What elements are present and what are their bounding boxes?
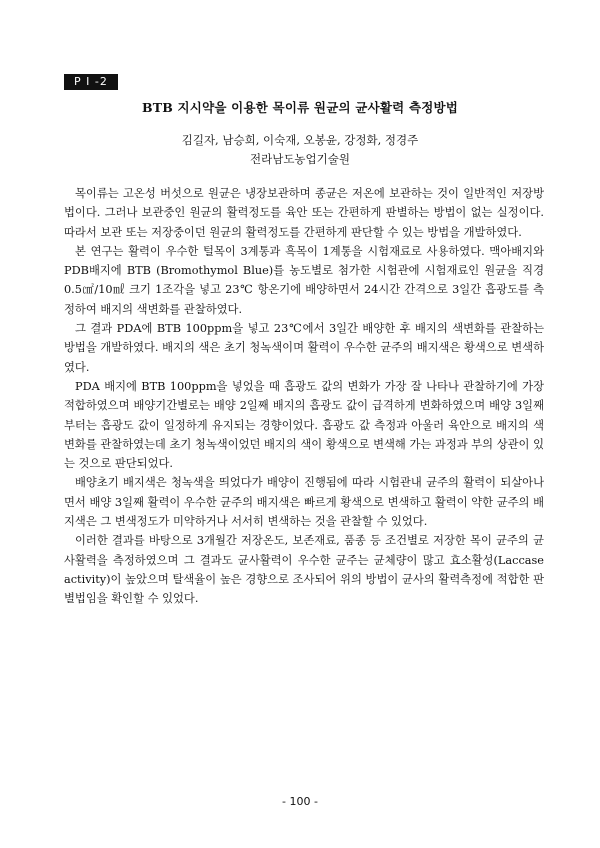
abstract-body xyxy=(64,184,544,609)
paragraph: 본 연구는 활력이 우수한 털목이 3계통과 흑목이 1계통을 시험재료로 사용하였다. 맥아배지와 PDB배지에 BTB (Bromothymol Blue)를 농도별로 첨가한 시험관에 시험재료인 원균을 직경 0.5㎠/10㎖ 크기 1조각을 넣고 23℃ 항온기에 배양하면서 24시간 간격으로 3일간 흡광도를 측정하여 배지의 색변화를 관찰하였다. xyxy=(64,244,544,316)
page-number: - 100 - xyxy=(282,795,318,808)
affiliation: 전라남도농업기술원 xyxy=(250,152,350,166)
paragraph: PDA 배지에 BTB 100ppm을 넣었을 때 흡광도 값의 변화가 가장 잘 나타나 관찰하기에 가장 적합하였으며 배양기간별로는 배양 2일째 배지의 흡광도 값이 급격하게 변화하였으며 배양 3일째부터는 흡광도 값이 일정하게 유지되는 경향이었다. 흡광도 값 측정과 아울러 육안으로 배지의 색변화를 관찰하였는데 초기 청녹색이었던 배지의 색이 황색으로 변색해 가는 과정과 부의 상관이 있는 것으로 판단되었다. xyxy=(64,379,544,471)
paragraph: 목이류는 고온성 버섯으로 원균은 냉장보관하며 종균은 저온에 보관하는 것이 일반적인 저장방법이다. 그러나 보관중인 원균의 활력정도를 육안 또는 간편하게 판별하는 방법이 없는 실정이다. 따라서 보관 또는 저장중이던 원균의 활력정도를 간편하게 판단할 수 있는 방법을 개발하였다. xyxy=(64,187,544,239)
author-list: 김길자, 남승희, 이숙재, 오봉윤, 강정화, 정경주 xyxy=(181,133,419,147)
paper-title: BTB 지시약을 이용한 목이류 원균의 균사활력 측정방법 xyxy=(141,100,459,115)
paragraph: 배양초기 배지색은 청녹색을 띄었다가 배양이 진행됨에 따라 시험관내 균주의 활력이 되살아나면서 배양 3일째 활력이 우수한 균주의 배지색은 빠르게 황색으로 변색하고 활력이 약한 균주의 배지색은 그 변색정도가 미약하거나 서서히 변색하는 것을 관찰할 수 있었다. xyxy=(64,476,544,529)
paragraph: 그 결과 PDA에 BTB 100ppm을 넣고 23℃에서 3일간 배양한 후 배지의 색변화를 관찰하는 방법을 개발하였다. 배지의 색은 초기 청녹색이며 활력이 우수한 균주의 배지색은 황색으로 변색하였다. xyxy=(64,322,544,374)
paragraph: 이러한 결과를 바탕으로 3개월간 저장온도, 보존재료, 품종 등 조건별로 저장한 목이 균주의 균사활력을 측정하였으며 그 결과도 균사활력이 우수한 균주는 균체량이 많고 효소활성(Laccase activity)이 높았으며 탈색율이 높은 경향으로 조사되어 위의 방법이 균사의 활력측정에 적합한 판별법임을 확인할 수 있었다. xyxy=(64,534,544,606)
session-badge: P I -2 xyxy=(64,74,118,90)
